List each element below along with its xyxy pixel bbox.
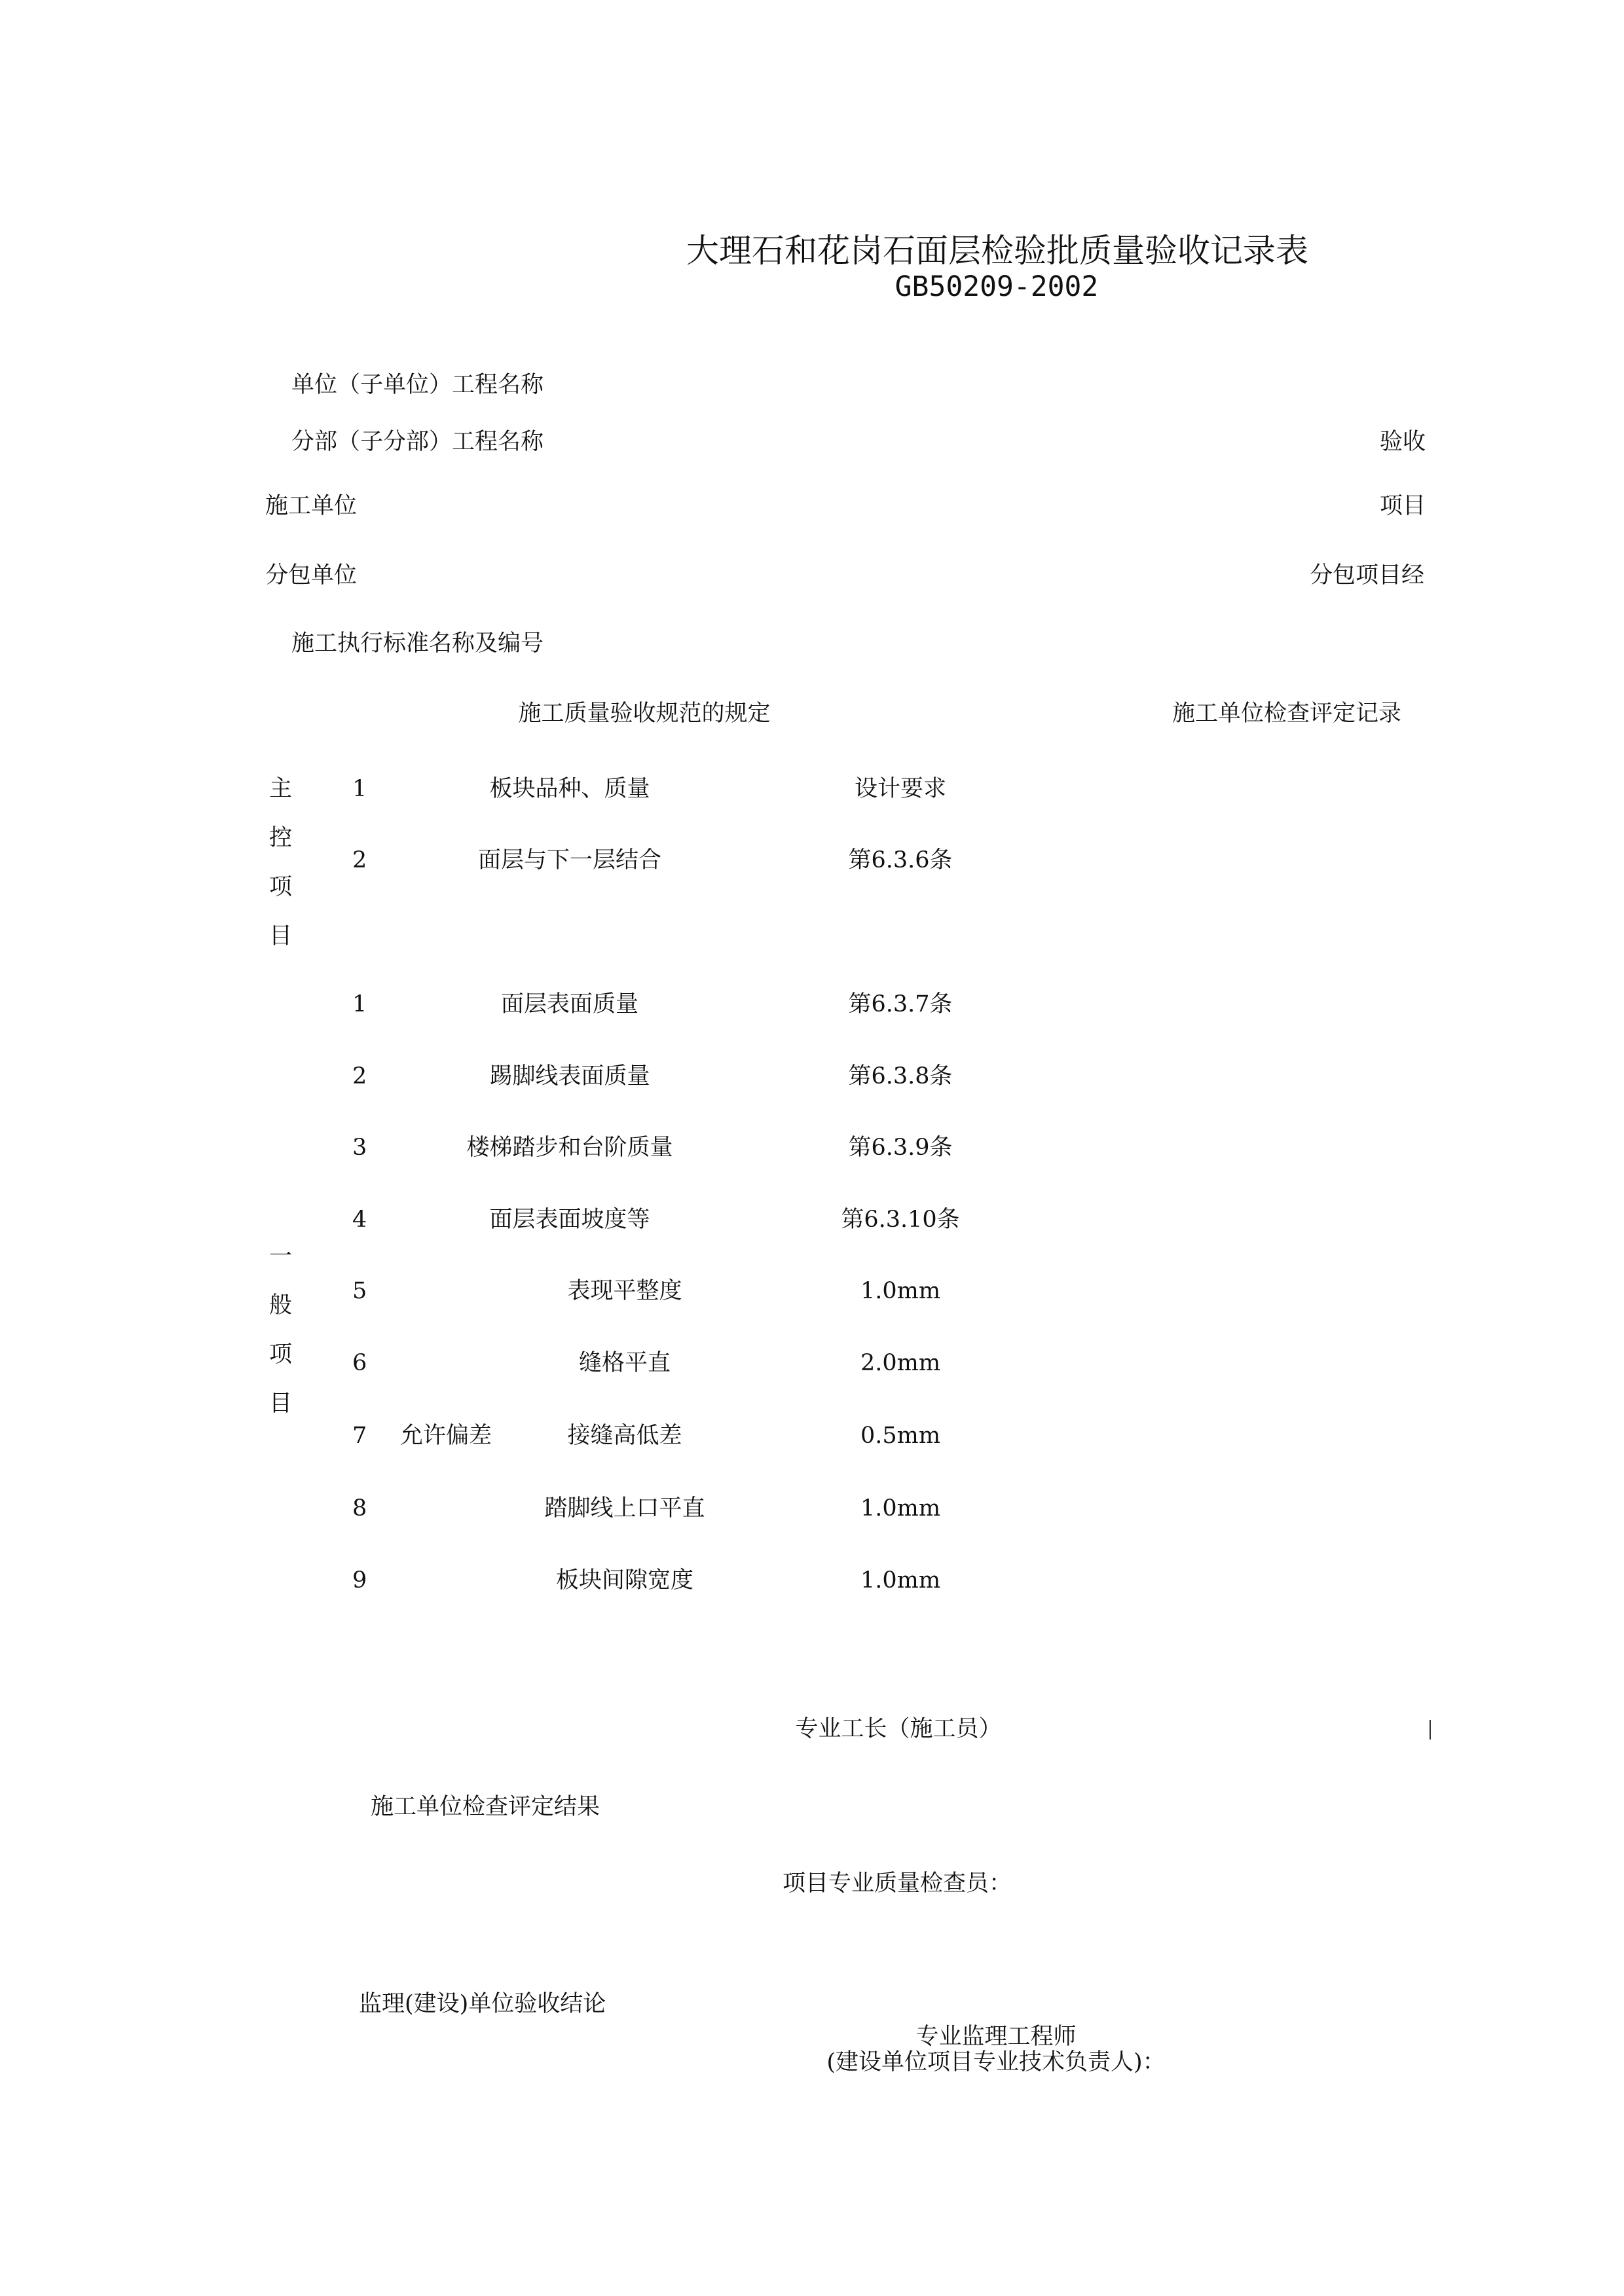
item-requirement: 第6.3.10条 [841, 1207, 960, 1233]
row-number: 9 [352, 1567, 367, 1594]
item-requirement: 1.0mm [860, 1567, 941, 1594]
acceptance-label: 验收 [1380, 429, 1426, 455]
item-name: 缝格平直 [578, 1350, 671, 1376]
row-number: 5 [352, 1278, 367, 1304]
subcontract-unit-label: 分包单位 [265, 562, 358, 589]
row-number: 2 [352, 847, 367, 873]
main-control-char: 控 [269, 825, 293, 851]
subcontract-manager-label: 分包项目经 [1310, 562, 1425, 589]
unit-project-label: 单位（子单位）工程名称 [291, 372, 544, 398]
project-label: 项目 [1380, 493, 1426, 519]
owner-rep-label: (建设单位项目专业技术负责人)： [826, 2049, 1166, 2075]
item-name: 面层表面质量 [500, 991, 639, 1017]
row-number: 2 [352, 1063, 367, 1089]
standard-label: 施工执行标准名称及编号 [291, 630, 544, 657]
general-char: 般 [269, 1292, 293, 1319]
spec-header: 施工质量验收规范的规定 [518, 701, 771, 727]
construction-unit-label: 施工单位 [265, 493, 358, 519]
row-number: 6 [352, 1350, 367, 1376]
item-requirement: 设计要求 [854, 776, 947, 802]
item-requirement: 2.0mm [860, 1350, 941, 1376]
main-control-char: 目 [269, 923, 293, 949]
item-requirement: 第6.3.8条 [848, 1063, 953, 1089]
item-name: 表现平整度 [567, 1278, 682, 1304]
general-char: 目 [269, 1391, 293, 1417]
page-title: 大理石和花岗石面层检验批质量验收记录表 [686, 232, 1308, 270]
main-control-char: 项 [269, 874, 293, 900]
general-label [269, 1245, 292, 1442]
cut-off-mark [1430, 1720, 1431, 1740]
row-number: 1 [352, 776, 367, 802]
item-name: 接缝高低差 [567, 1423, 682, 1449]
item-name: 板块品种、质量 [489, 776, 650, 802]
item-requirement: 第6.3.9条 [848, 1135, 953, 1161]
row-number: 3 [352, 1135, 367, 1161]
row-number: 1 [352, 991, 367, 1017]
item-name: 板块间隙宽度 [555, 1567, 694, 1594]
standard-code: GB50209-2002 [895, 270, 1099, 303]
record-header: 施工单位检查评定记录 [1172, 701, 1402, 727]
item-requirement: 0.5mm [860, 1423, 941, 1449]
general-char: 一 [269, 1243, 293, 1269]
row-number: 4 [352, 1207, 367, 1233]
result-label: 施工单位检查评定结果 [371, 1794, 600, 1820]
engineer-label: 专业监理工程师 [915, 2024, 1077, 2050]
allowed-deviation-label: 允许偏差 [400, 1423, 492, 1449]
item-name: 面层与下一层结合 [477, 847, 662, 873]
row-number: 8 [352, 1495, 367, 1522]
row-number: 7 [352, 1423, 367, 1449]
item-requirement: 第6.3.6条 [848, 847, 953, 873]
item-name: 踏脚线上口平直 [544, 1495, 705, 1522]
item-name: 楼梯踏步和台阶质量 [466, 1135, 673, 1161]
inspector-label: 项目专业质量检查员： [782, 1870, 1012, 1897]
item-name: 踢脚线表面质量 [489, 1063, 650, 1089]
item-name: 面层表面坡度等 [489, 1207, 650, 1233]
supervision-label: 监理(建设)单位验收结论 [359, 1991, 606, 2017]
item-requirement: 1.0mm [860, 1278, 941, 1304]
item-requirement: 第6.3.7条 [848, 991, 953, 1017]
main-control-label [269, 778, 292, 974]
general-char: 项 [269, 1341, 293, 1368]
foreman-label: 专业工长（施工员） [795, 1716, 1002, 1742]
sub-project-label: 分部（子分部）工程名称 [291, 429, 544, 455]
main-control-char: 主 [269, 776, 293, 802]
item-requirement: 1.0mm [860, 1495, 941, 1522]
